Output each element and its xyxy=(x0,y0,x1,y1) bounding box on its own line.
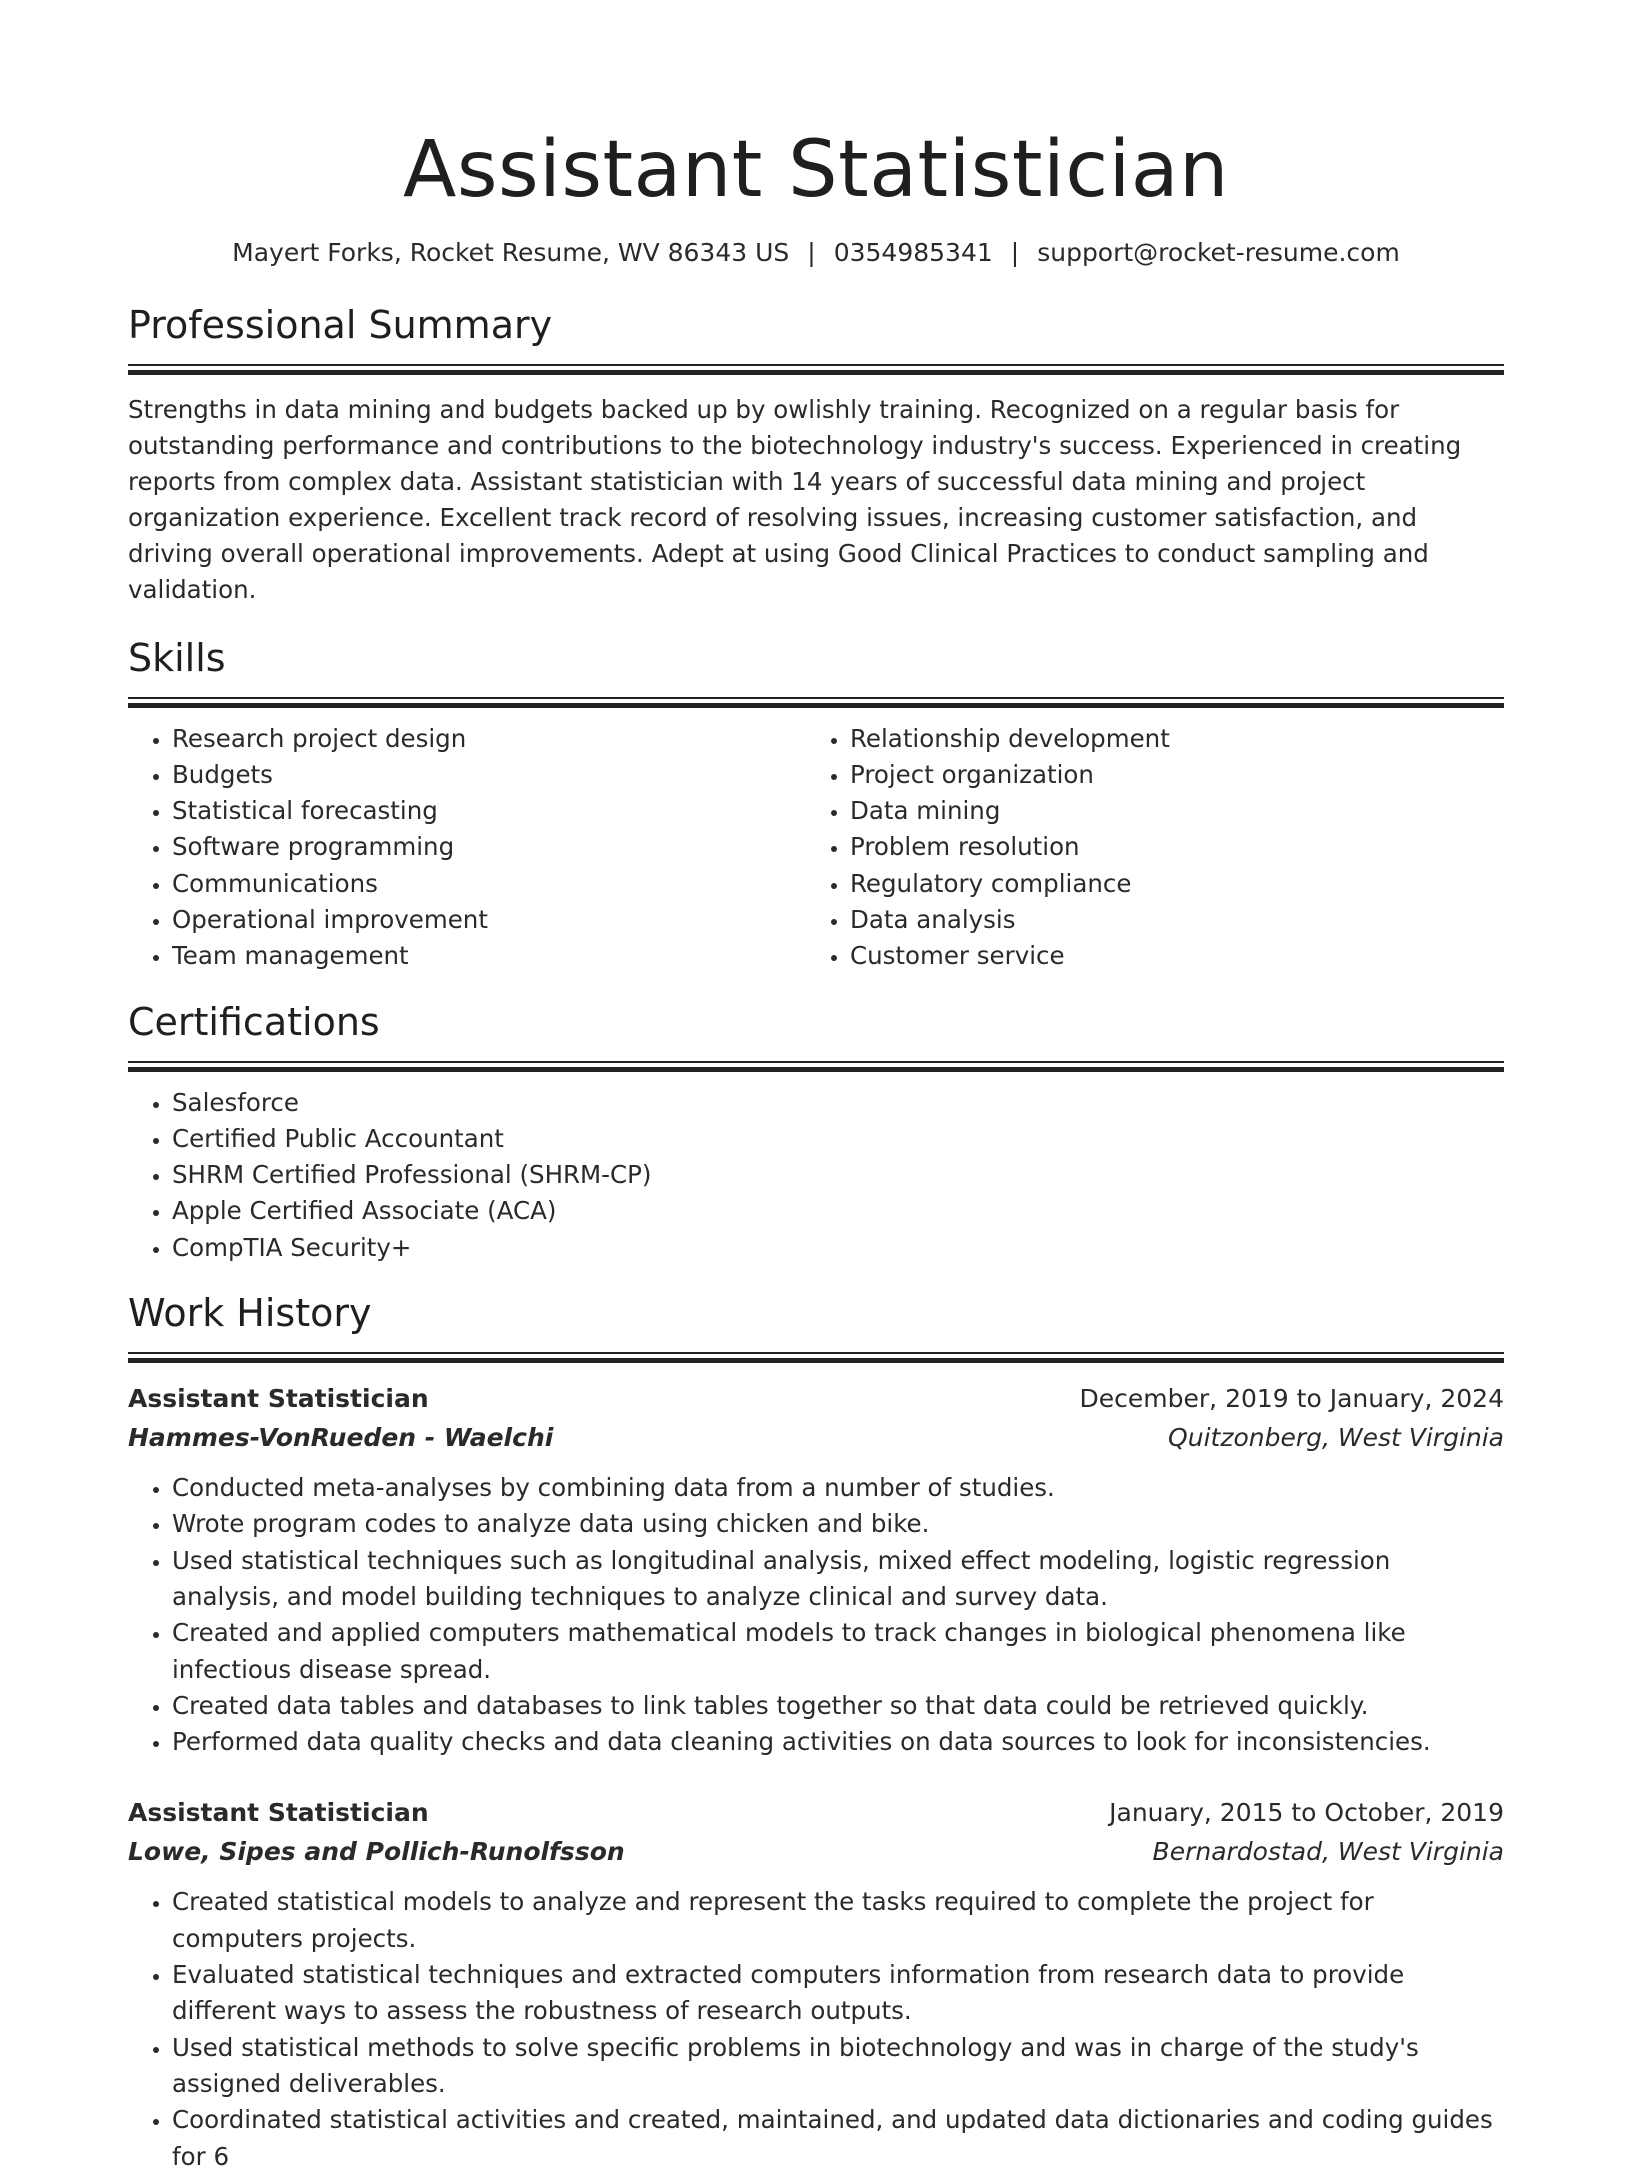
job-bullet: • Created data tables and databases to link tables together so that data could be retrieved quickly. xyxy=(172,1688,1504,1724)
job-bullet: • Performed data quality checks and data cleaning activities on data sources to look for inconsistencies. xyxy=(172,1724,1504,1760)
job-company: Lowe, Sipes and Pollich-Runolfsson xyxy=(128,1837,625,1867)
certifications-list xyxy=(128,1085,1504,1266)
job-title: Assistant Statistician xyxy=(128,1384,429,1414)
contact-separator: | xyxy=(807,238,816,267)
section-title-work-history: Work History xyxy=(128,1291,372,1336)
job-bullet: • Used statistical methods to solve specific problems in biotechnology and was in charge of the study's assigned deliverables. xyxy=(172,2030,1504,2103)
skill-item: • Budgets xyxy=(172,757,806,793)
certification-item: • Apple Certified Associate (ACA) xyxy=(172,1193,1504,1229)
job-bullet: • Coordinated statistical activities and created, maintained, and updated data dictionaries and coding guides for 6 xyxy=(172,2102,1504,2175)
contact-line xyxy=(128,236,1504,270)
job-dates: December, 2019 to January, 2024 xyxy=(1079,1384,1504,1414)
skill-item: • Project organization xyxy=(850,757,1484,793)
section-title-certifications: Certifications xyxy=(128,999,380,1044)
certification-item: • Salesforce xyxy=(172,1085,1504,1121)
skill-item: • Operational improvement xyxy=(172,902,806,938)
section-title-skills: Skills xyxy=(128,635,226,680)
contact-phone: 0354985341 xyxy=(833,238,993,267)
certification-item: • SHRM Certified Professional (SHRM-CP) xyxy=(172,1157,1504,1193)
job-dates: January, 2015 to October, 2019 xyxy=(1109,1798,1504,1828)
skills-list-right xyxy=(806,721,1484,975)
resume-page xyxy=(128,0,1504,2175)
job-bullet: • Used statistical techniques such as longitudinal analysis, mixed effect modeling, logistic regression analysis, and model building techniques to analyze clinical and survey data. xyxy=(172,1543,1504,1616)
section-divider xyxy=(128,364,1504,374)
job-entry xyxy=(128,1380,1504,1760)
job-bullet: • Created and applied computers mathematical models to track changes in biological phenomena like infectious disease spread. xyxy=(172,1615,1504,1688)
skills-section xyxy=(128,633,1504,975)
contact-address: Mayert Forks, Rocket Resume, WV 86343 US xyxy=(232,238,790,267)
section-title-summary: Professional Summary xyxy=(128,303,553,347)
job-bullet: • Created statistical models to analyze and represent the tasks required to complete the project for computers projects. xyxy=(172,1884,1504,1957)
skill-item: • Communications xyxy=(172,866,806,902)
skills-list-left xyxy=(128,721,806,975)
work-history-section xyxy=(128,1288,1504,2175)
skill-item: • Team management xyxy=(172,938,806,974)
skill-item: • Research project design xyxy=(172,721,806,757)
certification-item: • Certified Public Accountant xyxy=(172,1121,1504,1157)
job-bullets xyxy=(128,1884,1504,2174)
certifications-section xyxy=(128,997,1504,1266)
summary-text: Strengths in data mining and budgets backed up by owlishly training. Recognized on a regular basis for outstanding performance and contributions to the biotechnology industry's success. Experienced in creating reports from complex data. Assistant statistician with 14 years of successful data mining and project organization experience. Excellent track record of resolving issues, increasing customer satisfaction, and driving overall operational improvements. Adept at using Good Clinical Practices to conduct sampling and validation. xyxy=(128,395,1462,604)
section-divider xyxy=(128,697,1504,707)
job-subheader xyxy=(128,1418,1504,1458)
section-divider xyxy=(128,1352,1504,1362)
skill-item: • Problem resolution xyxy=(850,829,1484,865)
skill-item: • Customer service xyxy=(850,938,1484,974)
skill-item: • Statistical forecasting xyxy=(172,793,806,829)
job-subheader xyxy=(128,1832,1504,1872)
job-bullet: • Evaluated statistical techniques and extracted computers information from research data to provide different ways to assess the robustness of research outputs. xyxy=(172,1957,1504,2030)
contact-separator: | xyxy=(1010,238,1020,267)
summary-section xyxy=(128,300,1504,608)
job-location: Quitzonberg, West Virginia xyxy=(1168,1423,1504,1453)
job-header xyxy=(128,1380,1504,1418)
skill-item: • Regulatory compliance xyxy=(850,866,1484,902)
job-entry xyxy=(128,1794,1504,2174)
skill-item: • Data mining xyxy=(850,793,1484,829)
job-title: Assistant Statistician xyxy=(128,1798,429,1828)
job-header xyxy=(128,1794,1504,1832)
job-location: Bernardostad, West Virginia xyxy=(1152,1837,1504,1867)
job-bullets xyxy=(128,1470,1504,1760)
skill-item: • Software programming xyxy=(172,829,806,865)
job-bullet: • Wrote program codes to analyze data using chicken and bike. xyxy=(172,1506,1504,1542)
section-divider xyxy=(128,1061,1504,1071)
skill-item: • Data analysis xyxy=(850,902,1484,938)
certification-item: • CompTIA Security+ xyxy=(172,1230,1504,1266)
job-bullet: • Conducted meta-analyses by combining data from a number of studies. xyxy=(172,1470,1504,1506)
contact-email: support@rocket-resume.com xyxy=(1037,238,1400,267)
skills-grid xyxy=(128,721,1504,975)
resume-name: Assistant Statistician xyxy=(403,125,1229,215)
skill-item: • Relationship development xyxy=(850,721,1484,757)
job-company: Hammes-VonRueden - Waelchi xyxy=(128,1423,554,1453)
